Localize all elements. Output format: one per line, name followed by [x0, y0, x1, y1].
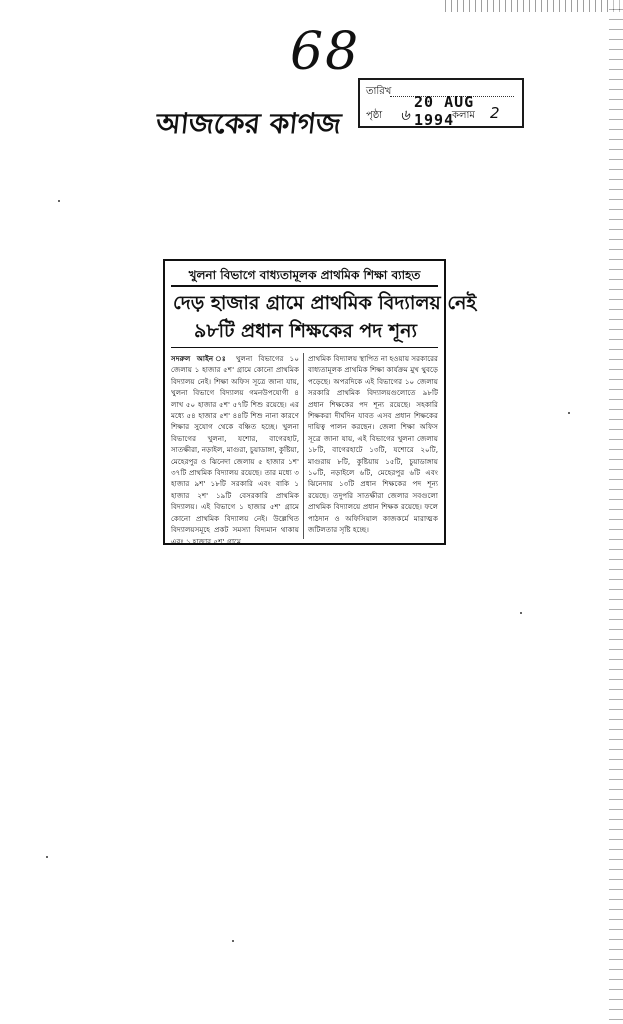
date-stamp — [358, 78, 524, 128]
scan-speck — [46, 856, 48, 858]
newspaper-clipping — [163, 259, 477, 546]
scan-noise-top — [440, 0, 623, 12]
column-divider — [303, 353, 304, 539]
stamp-date-value: 20 AUG 1994 — [414, 93, 475, 129]
stamp-page-label: পৃষ্ঠা — [366, 110, 383, 121]
headline-divider — [171, 347, 438, 348]
article-kicker: খুলনা বিভাগে বাধ্যতামূলক প্রাথমিক শিক্ষা ব্যাহত — [171, 265, 438, 287]
stamp-page-value: ৬ — [400, 106, 410, 124]
stamp-date-label: তারিখ — [366, 86, 392, 97]
article-column-right-text: প্রাথমিক বিদ্যালয় স্থাপিত না হওয়ায় সরকারের বাধ্যতামূলক প্রাথমিক শিক্ষা কার্যক্রম মুখ থুবড়ে পড়েছে। অপরদিকে এই বিভাগের ১০ জেলায় সরকারি প্রাথমিক বিদ্যালয়গুলোতে ৯৮টি প্রধান শিক্ষকের পদ শূন্য রয়েছে। সহকারি শিক্ষকরা দীর্ঘদিন যাবত এসব প্রধান শিক্ষকের দায়িত্ব পালন করছেন। জেলা শিক্ষা অফিস সূত্রে জানা যায়, এই বিভাগের খুলনা জেলায় ১৮টি, বাগেরহাটে ১৩টি, যশোরে ২০টি, মাগুরায় ৮টি, কুষ্টিয়ায় ১৫টি, চুয়াডাঙ্গায় ১০টি, নড়াইলে ৬টি, মেহেরপুর ৬টি এবং ঝিনেদায় ১৩টি প্রধান শিক্ষকের পদ শূন্য রয়েছে। তদুপরি সাতক্ষীরা জেলার সবগুলো প্রাথমিক বিদ্যালয়ে প্রধান শিক্ষক রয়েছে। ফলে পাঠদান ও অফিসিয়াল কাজকর্মে মারাত্মক জটিলতার সৃষ্টি হচ্ছে। — [308, 354, 438, 535]
article-column-right — [308, 353, 438, 535]
article-headline-line1: দেড় হাজার গ্রামে প্রাথমিক বিদ্যালয় নেই — [173, 292, 477, 314]
scan-speck — [520, 612, 522, 614]
handwritten-page-number: 68 — [290, 22, 361, 82]
article-column-left — [171, 353, 299, 546]
scan-speck — [568, 412, 570, 414]
article-byline: সদরুল আইন ঃ — [171, 354, 230, 363]
article-column-left-text: খুলনা বিভাগের ১০ জেলায় ১ হাজার ৫শ' গ্রামে কোনো প্রাথমিক বিদ্যালয় নেই। শিক্ষা অফিস সূত্রে জানা যায়, খুলনা বিভাগে বিদ্যালয় গমনউপযোগী ৪ লাখ ৫০ হাজার ৫শ' ৫৭টি শিশু রয়েছে। এর মধ্যে ৫৪ হাজার ৫শ' ৪৪টি শিশু নানা কারণে শিক্ষার সুযোগ থেকে বঞ্চিত হচ্ছে। খুলনা বিভাগের খুলনা, যশোর, বাগেরহাট, সাতক্ষীরা, নড়াইল, মাগুরা, চুয়াডাঙ্গা, কুষ্টিয়া, মেহেরপুর ও ঝিনেদা জেলায় ৫ হাজার ১শ' ৩৭টি প্রাথমিক বিদ্যালয় রয়েছে। তার মধ্যে ৩ হাজার ৯শ' ১৮টি সরকারি এবং বাকি ১ হাজার ২শ' ১৯টি বেসরকারি প্রাথমিক বিদ্যালয়। এই বিভাগে ১ হাজার ৫শ' গ্রামে কোনো প্রাথমিক বিদ্যালয় নেই। উল্লেখিত বিদ্যালয়সমূহে প্রকট সমস্যা বিদ্যমান থাকায় এবং ১ হাজার ৫শ' গ্রামে — [171, 354, 299, 546]
article-headline-line2: ৯৮টি প্রধান শিক্ষকের পদ শূন্য — [193, 320, 417, 342]
stamp-column-value: 2 — [490, 104, 500, 122]
scan-speck — [58, 200, 60, 202]
scan-speck — [232, 940, 234, 942]
newspaper-masthead: আজকের কাগজ — [154, 107, 343, 140]
scan-noise-right-edge — [609, 0, 623, 1024]
stamp-column-label: কলাম — [452, 110, 475, 121]
